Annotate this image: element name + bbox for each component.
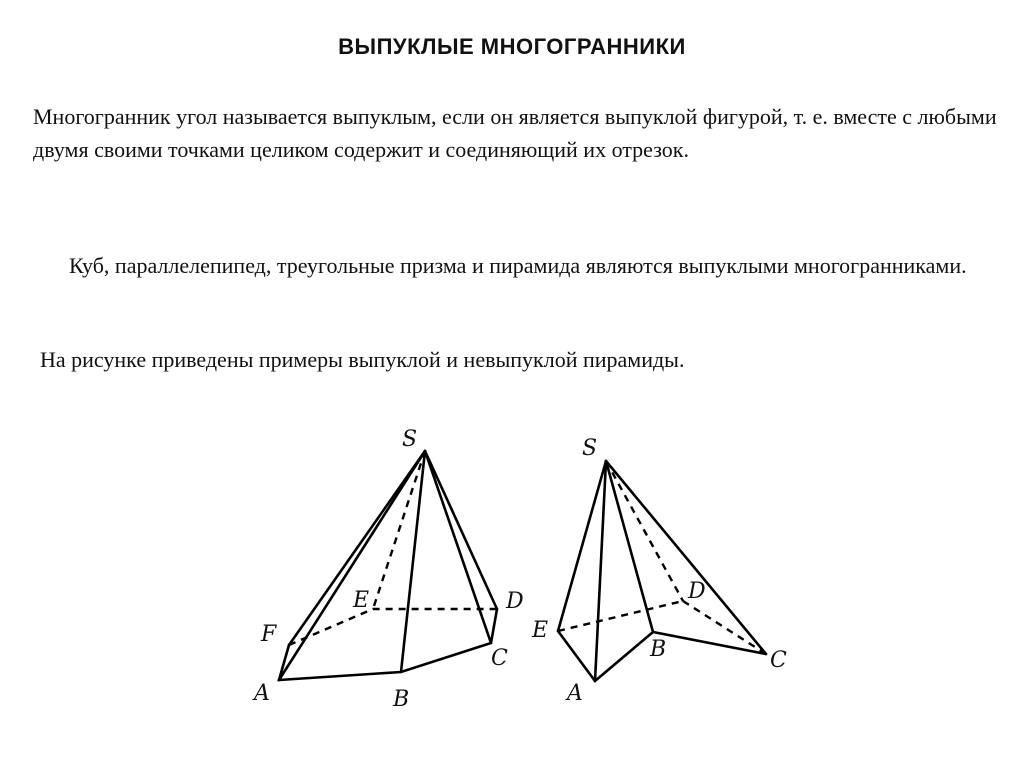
- figure-caption: На рисунке приведены примеры выпуклой и невыпуклой пирамиды.: [40, 347, 685, 372]
- label-F: F: [261, 622, 277, 647]
- examples-paragraph: Куб, параллелепипед, треугольные призма и пирамида являются выпуклыми многогранниками.: [69, 253, 967, 278]
- label-E: E: [532, 618, 549, 643]
- label-B: B: [650, 637, 667, 662]
- label-D: D: [506, 589, 524, 614]
- edge-SC: [606, 461, 766, 654]
- label-D: D: [688, 579, 706, 604]
- page-title: ВЫПУКЛЫЕ МНОГОГРАННИКИ: [338, 34, 686, 59]
- convex-pyramid: [252, 427, 524, 712]
- label-C: C: [491, 646, 508, 671]
- label-A: A: [254, 681, 270, 706]
- edge-SD-hidden: [606, 461, 683, 601]
- convex-base-visible-edges: [279, 609, 497, 680]
- nonconvex-pyramid: [531, 436, 787, 706]
- label-S: S: [582, 436, 598, 461]
- label-B: B: [393, 687, 410, 712]
- label-S: S: [402, 427, 418, 452]
- label-C: C: [770, 648, 787, 673]
- edge-SB: [606, 461, 653, 632]
- edge-SF: [289, 451, 425, 645]
- definition-paragraph: Многогранник угол называется выпуклым, если он является выпуклой фигурой, т. е. вместе с любыми двумя своими точками целиком содержит и соединяющий их отрезок.: [33, 104, 997, 162]
- edge-SD: [425, 451, 497, 609]
- label-A: A: [567, 681, 583, 706]
- label-E: E: [353, 588, 370, 613]
- edge-SC: [425, 451, 491, 643]
- edge-ED-hidden: [558, 601, 683, 631]
